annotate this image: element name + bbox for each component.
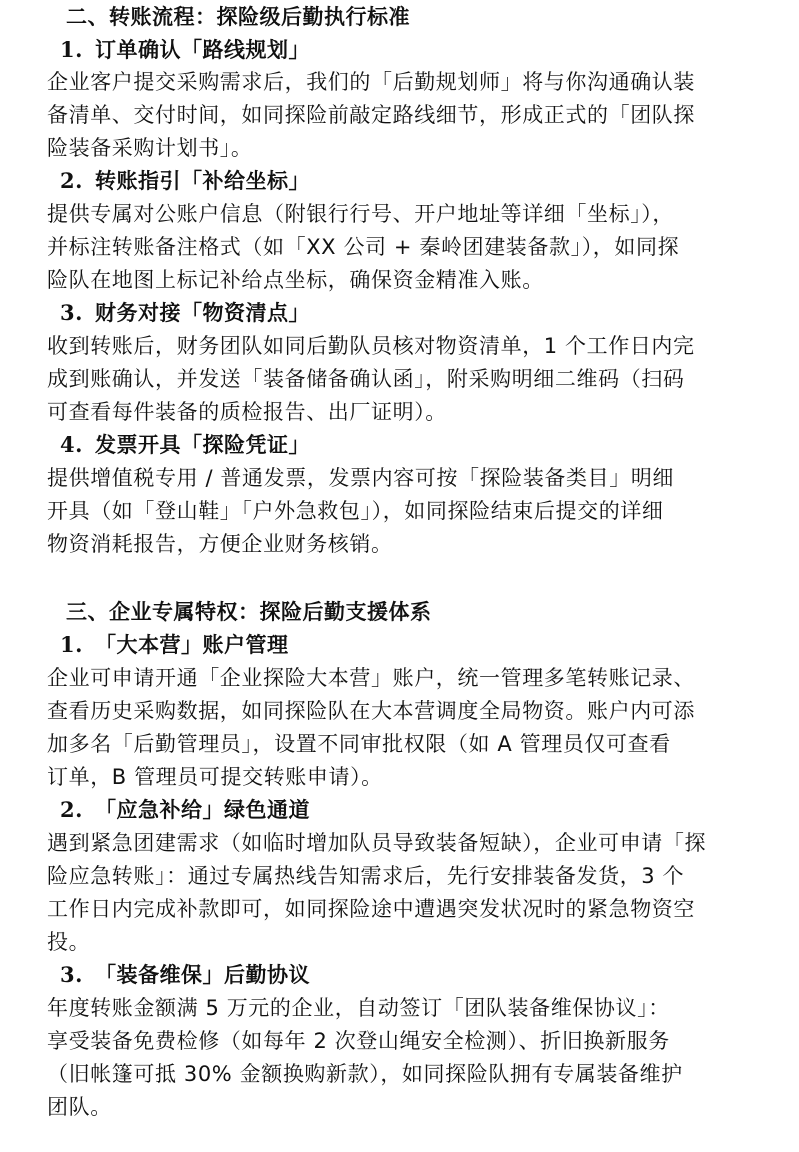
- item-heading: [60, 168, 310, 194]
- item-number: 1.: [60, 37, 83, 62]
- item-title: 「装备维保」后勤协议: [95, 962, 310, 987]
- section-heading: 三、企业专属特权：探险后勤支援体系: [66, 599, 432, 624]
- item-number: 4.: [60, 432, 83, 457]
- paragraph-line: 团队。: [47, 1095, 112, 1119]
- item-heading: [60, 37, 310, 63]
- paragraph-line: 企业可申请开通「企业探险大本营」账户，统一管理多笔转账记录、: [47, 666, 695, 690]
- paragraph-line: 开具（如「登山鞋」「户外急救包」），如同探险结束后提交的详细: [47, 499, 664, 523]
- paragraph-line: （旧帐篷可抵 30% 金额换购新款），如同探险队拥有专属装备维护: [47, 1062, 683, 1086]
- item-number: 1.: [60, 632, 83, 657]
- item-title: 「大本营」账户管理: [95, 632, 289, 657]
- item-title: 发票开具「探险凭证」: [95, 432, 310, 457]
- paragraph-line: 险装备采购计划书」。: [47, 136, 253, 160]
- paragraph-line: 收到转账后，财务团队如同后勤队员核对物资清单，1 个工作日内完: [47, 334, 695, 358]
- item-heading: [60, 797, 310, 823]
- item-title: 转账指引「补给坐标」: [95, 168, 310, 193]
- paragraph-line: 并标注转账备注格式（如「XX 公司 + 秦岭团建装备款」），如同探: [47, 235, 680, 259]
- item-number: 2.: [60, 168, 83, 193]
- paragraph-line: 备清单、交付时间，如同探险前敲定路线细节，形成正式的「团队探: [47, 103, 695, 127]
- item-title: 订单确认「路线规划」: [95, 37, 310, 62]
- item-heading: [60, 962, 310, 988]
- paragraph-line: 企业客户提交采购需求后，我们的「后勤规划师」将与你沟通确认装: [47, 70, 695, 94]
- paragraph-line: 提供增值税专用 / 普通发票，发票内容可按「探险装备类目」明细: [47, 466, 675, 490]
- item-title: 财务对接「物资清点」: [95, 300, 310, 325]
- item-heading: [60, 432, 310, 458]
- item-heading: [60, 300, 310, 326]
- paragraph-line: 享受装备免费检修（如每年 2 次登山绳安全检测）、折旧换新服务: [47, 1029, 670, 1053]
- paragraph-line: 年度转账金额满 5 万元的企业，自动签订「团队装备维保协议」：: [47, 996, 670, 1020]
- paragraph-line: 投。: [47, 930, 91, 954]
- paragraph-line: 险队在地图上标记补给点坐标，确保资金精准入账。: [47, 268, 544, 292]
- paragraph-line: 提供专属对公账户信息（附银行行号、开户地址等详细「坐标」），: [47, 202, 674, 226]
- paragraph-line: 物资消耗报告，方便企业财务核销。: [47, 532, 393, 556]
- paragraph-line: 订单，B 管理员可提交转账申请）。: [47, 765, 383, 789]
- paragraph-line: 可查看每件装备的质检报告、出厂证明）。: [47, 400, 447, 424]
- item-heading: [60, 632, 289, 658]
- item-title: 「应急补给」绿色通道: [95, 797, 310, 822]
- paragraph-line: 成到账确认，并发送「装备储备确认函」，附采购明细二维码（扫码: [47, 367, 685, 391]
- paragraph-line: 查看历史采购数据，如同探险队在大本营调度全局物资。账户内可添: [47, 699, 695, 723]
- paragraph-line: 加多名「后勤管理员」，设置不同审批权限（如 A 管理员仅可查看: [47, 732, 671, 756]
- section-heading: 二、转账流程：探险级后勤执行标准: [66, 4, 410, 29]
- item-number: 3.: [60, 300, 83, 325]
- item-number: 2.: [60, 797, 83, 822]
- paragraph-line: 遇到紧急团建需求（如临时增加队员导致装备短缺），企业可申请「探: [47, 831, 707, 855]
- item-number: 3.: [60, 962, 83, 987]
- paragraph-line: 险应急转账」：通过专属热线告知需求后，先行安排装备发货，3 个: [47, 864, 685, 888]
- paragraph-line: 工作日内完成补款即可，如同探险途中遭遇突发状况时的紧急物资空: [47, 897, 695, 921]
